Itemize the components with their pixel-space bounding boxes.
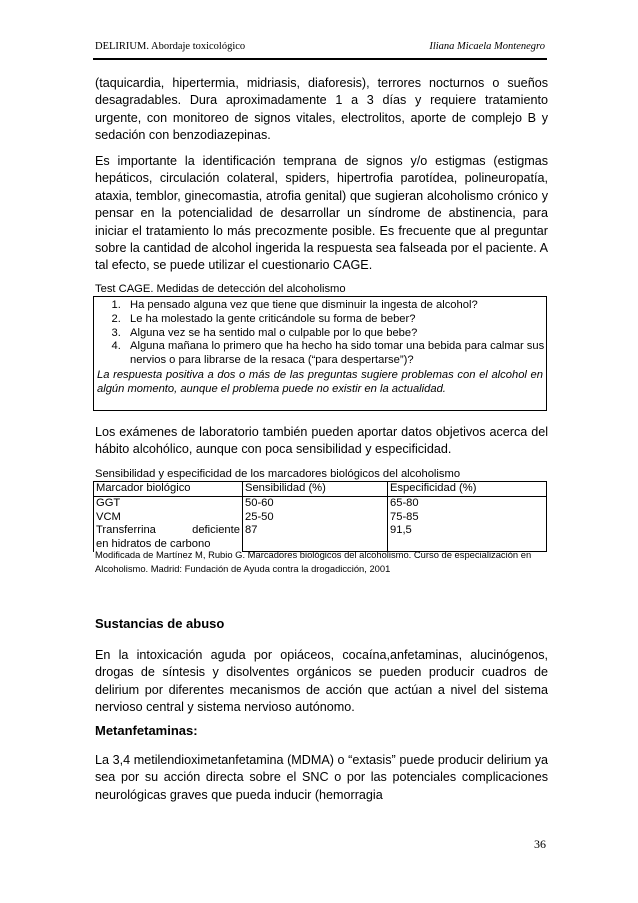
page-number: 36 — [534, 837, 546, 851]
table-source-note: Modificada de Martínez M, Rubio G. Marcadores biológicos del alcoholismo. Curso de especialización en Alcoholismo. Madrid: Fundación de Ayuda contra la drogadicción, 2001 — [95, 549, 532, 574]
header-divider — [93, 58, 547, 60]
cell-text: 91,5 — [390, 524, 412, 537]
paragraph-lab-tests: Los exámenes de laboratorio también pueden aportar datos objetivos acerca del hábito alcohólico, aunque con poca sensibilidad y especificidad. — [95, 425, 548, 457]
table-header-cell: Especificidad (%) — [388, 482, 547, 497]
markers-table — [93, 481, 547, 552]
cell-text: GGT — [96, 496, 121, 509]
table-header-cell: Sensibilidad (%) — [243, 482, 388, 497]
subsection-heading-methamphetamines: Metanfetaminas: — [95, 723, 198, 738]
table-cell — [388, 496, 547, 552]
cell-text: 87 — [245, 524, 258, 537]
cage-note: La respuesta positiva a dos o más de las preguntas sugiere problemas con el alcohol en algún momento, aunque el problema puede no existir en la actualidad. — [97, 368, 543, 395]
running-header-author: Iliana Micaela Montenegro — [429, 41, 545, 52]
cage-question: 2. Le ha molestado la gente criticándole su forma de beber? — [124, 313, 546, 327]
cage-box — [93, 296, 547, 411]
cell-text: 65-80 — [390, 496, 419, 509]
section-heading-substances: Sustancias de abuso — [95, 616, 225, 631]
paragraph-early-identification: Es importante la identificación temprana de signos y/o estigmas (estigmas hepáticos, circulación colateral, spiders, hipertrofia parotídea, polineuropatía, ataxia, temblor, ginecomastia, atrofia genital) que sugieran alcoholismo crónico y pensar en la potencialidad de desarrollar un síndrome de abstinencia, para iniciar el tratamiento lo más precozmente posible. Es frecuente que al preguntar sobre la cantidad de alcohol ingerida la respuesta sea falseada por el paciente. A tal efecto, se puede utilizar el cuestionario CAGE. — [95, 154, 548, 273]
table-row — [94, 496, 547, 552]
cell-text: en hidratos de carbono — [96, 538, 211, 551]
table-header-row — [94, 482, 547, 497]
markers-caption: Sensibilidad y especificidad de los marcadores biológicos del alcoholismo — [95, 468, 461, 480]
cell-text: 75-85 — [390, 510, 419, 523]
paragraph-mdma: La 3,4 metilendioximetanfetamina (MDMA) o “extasis” puede producir delirium ya sea por su acción directa sobre el SNC o por las potenciales complicaciones neurológicas graves que pueda inducir (hemorragia — [95, 753, 548, 802]
table-cell — [94, 496, 243, 552]
cage-question: 4. Alguna mañana lo primero que ha hecho ha sido tomar una bebida para calmar sus nervios o para librarse de la resaca (“para despertarse”)? — [124, 340, 546, 368]
cage-question: 1. Ha pensado alguna vez que tiene que disminuir la ingesta de alcohol? — [124, 299, 546, 313]
cell-text: VCM — [96, 510, 121, 523]
cage-question-list — [94, 299, 546, 368]
table-cell — [243, 496, 388, 552]
running-header-title: DELIRIUM. Abordaje toxicológico — [95, 41, 246, 52]
paragraph-abstinence-treatment: (taquicardia, hipertermia, midriasis, diaforesis), terrores nocturnos o sueños desagradables. Dura aproximadamente 1 a 3 días y requiere tratamiento urgente, con monitoreo de signos vitales, electrolitos, aporte de complejo B y sedación con benzodiazepinas. — [95, 76, 548, 143]
cage-caption: Test CAGE. Medidas de detección del alcoholismo — [95, 283, 346, 295]
cage-question: 3. Alguna vez se ha sentido mal o culpable por lo que bebe? — [124, 327, 546, 341]
cell-text: 25-50 — [245, 510, 274, 523]
table-header-cell: Marcador biológico — [94, 482, 243, 497]
cell-text: 50-60 — [245, 496, 274, 509]
cell-text: Transferrina deficiente — [96, 524, 240, 537]
paragraph-acute-intoxication: En la intoxicación aguda por opiáceos, cocaína,anfetaminas, alucinógenos, drogas de síntesis y disolventes orgánicos se pueden producir cuadros de delirium por diferentes mecanismos de acción que actúan a nivel del sistema nervioso central y sistema nervioso autónomo. — [95, 648, 548, 715]
